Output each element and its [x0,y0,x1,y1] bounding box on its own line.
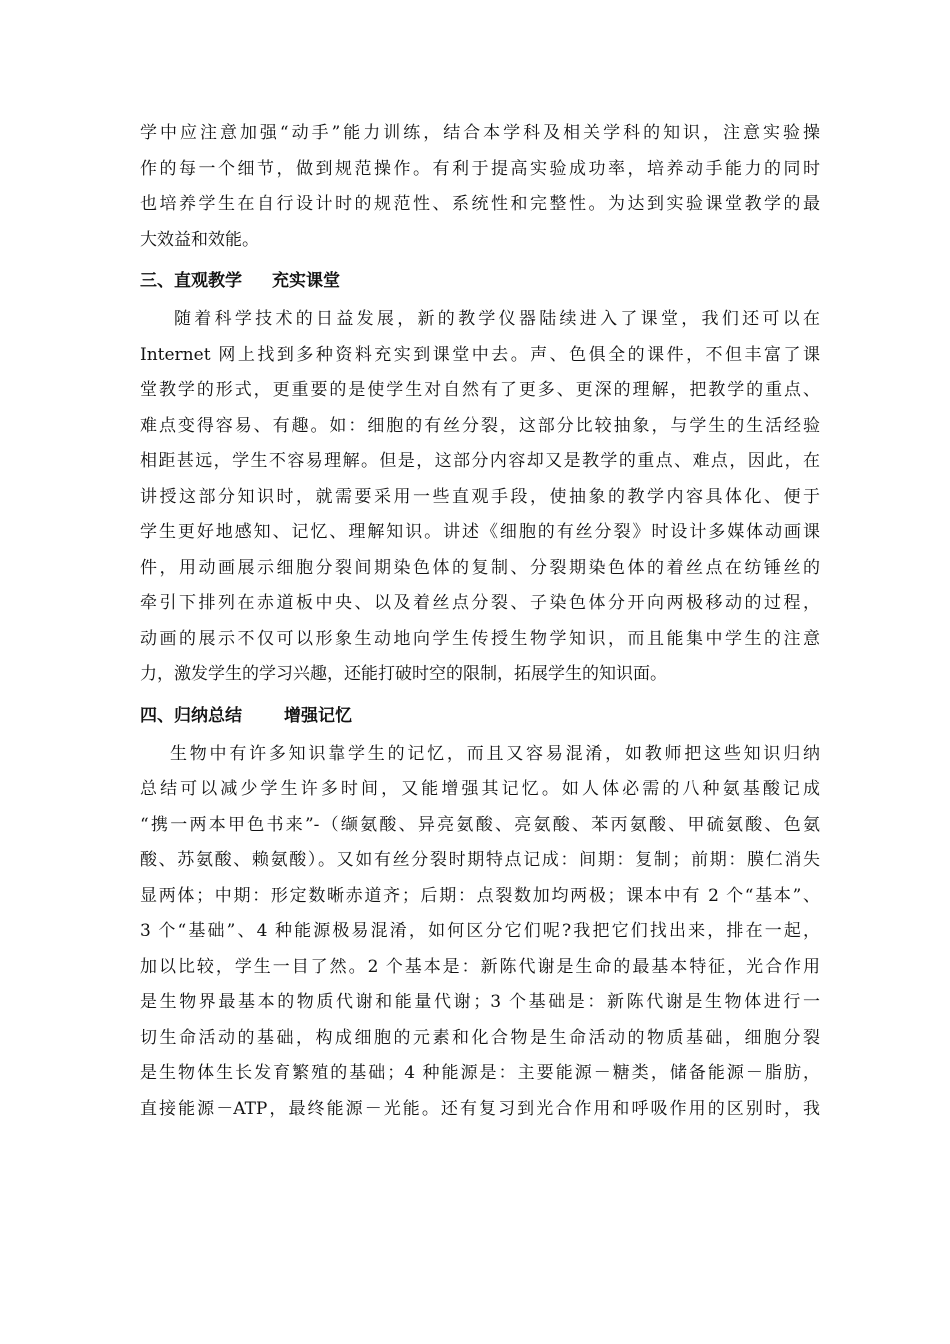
paragraph-section-2-tail [140,116,820,258]
paragraph-section-4 [140,737,820,1128]
section-3-heading [140,266,820,296]
text-line: 相距甚远，学生不容易理解。但是，这部分内容却又是教学的重点、难点，因此，在 [140,451,820,471]
text-line: 牵引下排列在赤道板中央、以及着丝点分裂、子染色体分开向两极移动的过程， [140,593,820,613]
text-line: 随着科学技术的日益发展，新的教学仪器陆续进入了课堂，我们还可以在 [174,309,820,329]
text-line: 生物中有许多知识靠学生的记忆，而且又容易混淆，如教师把这些知识归纳 [170,743,820,764]
document-body [140,116,820,1127]
text-line: 显两体；中期：形定数晰赤道齐；后期：点裂数加均两极；课本中有 2 个“基本”、 [140,885,820,906]
text-line: 加以比较，学生一目了然。2 个基本是：新陈代谢是生命的最基本特征，光合作用 [140,956,820,977]
text-line: 堂教学的形式，更重要的是使学生对自然有了更多、更深的理解，把教学的重点、 [140,380,820,400]
text-line: 学中应注意加强“动手”能力训练，结合本学科及相关学科的知识，注意实验操 [140,123,820,143]
text-line: 3 个“基础”、4 种能源极易混淆，如何区分它们呢?我把它们找出来，排在一起， [140,921,820,941]
section-4-heading [140,701,820,731]
text-line: 力，激发学生的学习兴趣，还能打破时空的限制，拓展学生的知识面。 [140,664,667,684]
text-line: Internet 网上找到多种资料充实到课堂中去。声、色俱全的课件，不但丰富了课 [140,344,820,365]
text-line: 直接能源－ATP，最终能源－光能。还有复习到光合作用和呼吸作用的区别时，我 [140,1098,820,1119]
text-line: 讲授这部分知识时，就需要采用一些直观手段，使抽象的教学内容具体化、便于 [140,486,820,507]
text-line: “携一两本甲色书来”-（缬氨酸、异亮氨酸、亮氨酸、苯丙氨酸、甲硫氨酸、色氨 [140,814,820,835]
text-line: 是生物体生长发育繁殖的基础；4 种能源是：主要能源－糖类，储备能源－脂肪， [140,1063,820,1083]
text-line: 切生命活动的基础，构成细胞的元素和化合物是生命活动的物质基础，细胞分裂 [140,1027,820,1048]
section-4-heading-left: 四、归纳总结 [140,705,242,726]
section-3-heading-right: 充实课堂 [272,271,340,291]
text-line: 酸、苏氨酸、赖氨酸）。又如有丝分裂时期特点记成：间期：复制；前期：膜仁消失 [140,850,820,870]
text-line: 总结可以减少学生许多时间，又能增强其记忆。如人体必需的八种氨基酸记成 [140,779,820,799]
text-line: 难点变得容易、有趣。如：细胞的有丝分裂，这部分比较抽象，与学生的生活经验 [140,415,820,436]
text-line: 学生更好地感知、记忆、理解知识。讲述《细胞的有丝分裂》时设计多媒体动画课 [140,522,820,542]
text-line: 作的每一个细节，做到规范操作。有利于提高实验成功率，培养动手能力的同时 [140,158,820,179]
text-line: 件，用动画展示细胞分裂间期染色体的复制、分裂期染色体的着丝点在纺锤丝的 [140,557,820,578]
text-line: 大效益和效能。 [140,229,259,250]
section-3-heading-left: 三、直观教学 [140,271,242,291]
text-line: 是生物界最基本的物质代谢和能量代谢；3 个基础是：新陈代谢是生物体进行一 [140,992,820,1012]
text-line: 动画的展示不仅可以形象生动地向学生传授生物学知识，而且能集中学生的注意 [140,628,820,649]
section-4-heading-right: 增强记忆 [284,705,352,726]
text-line: 也培养学生在自行设计时的规范性、系统性和完整性。为达到实验课堂教学的最 [140,194,820,214]
paragraph-section-3 [140,302,820,693]
